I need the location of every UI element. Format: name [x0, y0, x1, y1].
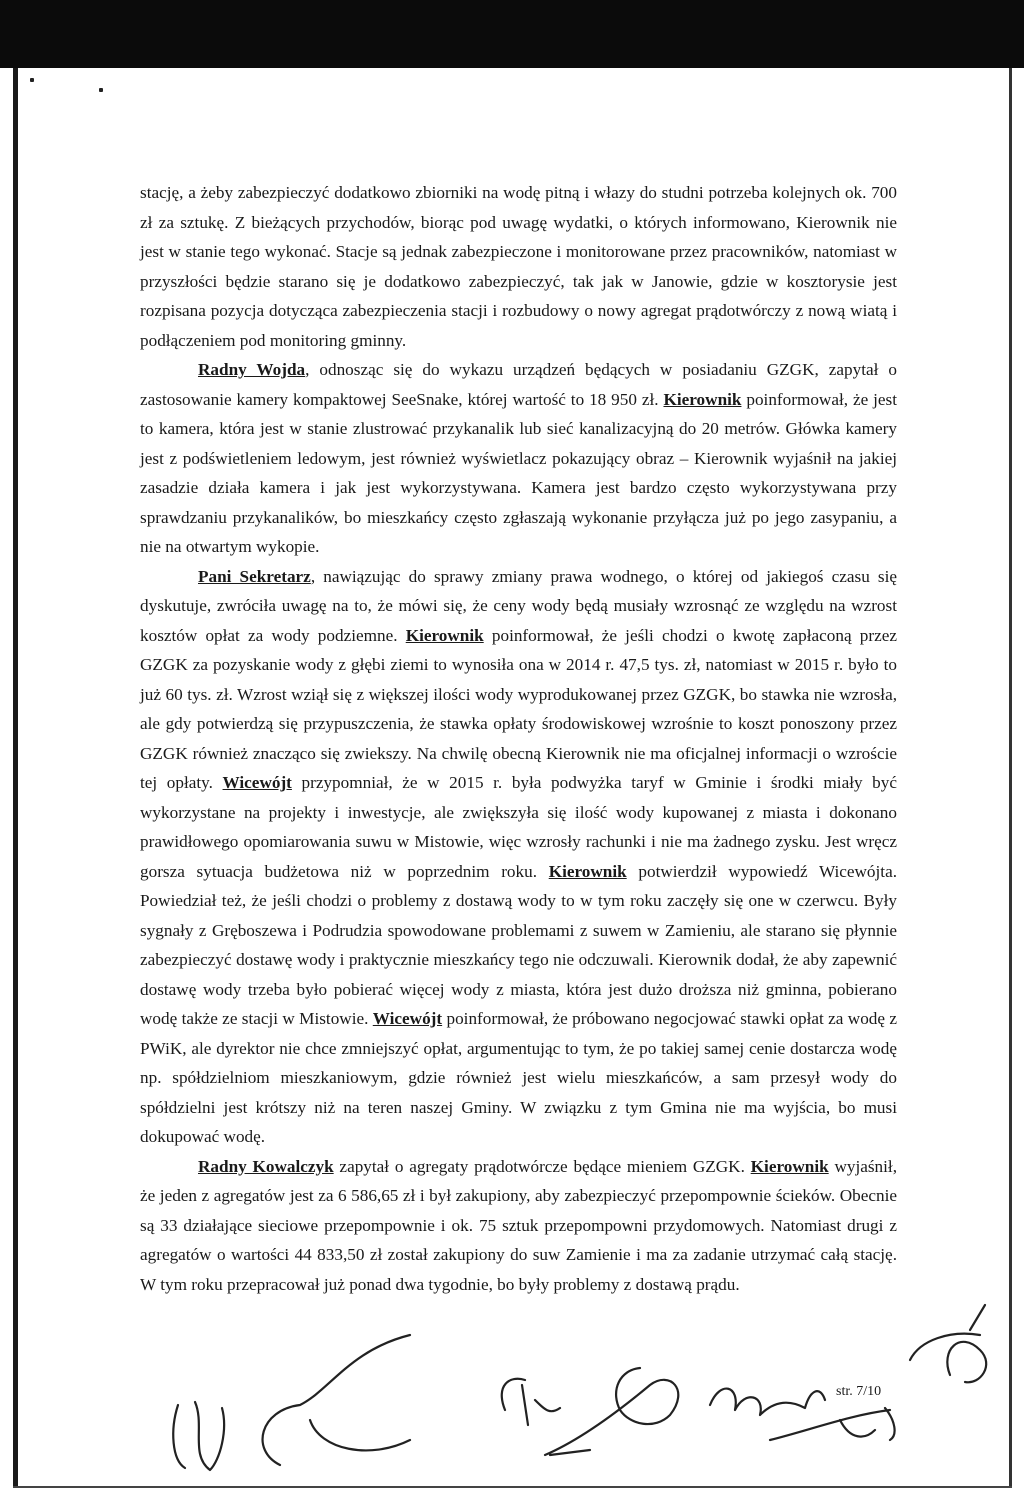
paragraph: [140, 355, 897, 562]
signature-mark: [770, 1408, 895, 1440]
paragraph-text: przypomniał, że w 2015 r. była podwyżka taryf w Gminie i środki miały być wykorzystane na projekty i inwestycje, ale zwiększyła się ilość wody kupowanej z miasta i dokonano prawidłowego opomiarowania suwu w Mistowie, więc wzrosły rachunki i nie ma żadnego zysku. Jest wręcz gorsza sytuacja budżetowa niż w poprzednim roku.: [140, 773, 897, 881]
signature-mark: [710, 1389, 825, 1415]
signature-mark: [910, 1305, 986, 1382]
signatures-area: [150, 1290, 1010, 1480]
paragraph-text: , nawiązując do sprawy zmiany prawa wodnego, o której od jakiegoś czasu się dyskutuje, zwróciła uwagę na to, że mówi się, że ceny wody będą musiały wzrosnąć ze względu na wzrost kosztów opłat za wody podziemne.: [140, 566, 897, 645]
paragraph-text: potwierdził wypowiedź Wicewójta. Powiedział też, że jeśli chodzi o problemy z dostawą wody to w tym roku zaczęły się one w czerwcu. Były sygnały z Gręboszewa i Podrudzia spowodowane problemami z suwem w Zamieniu, ale starano się płynnie zabezpieczyć dostawę wody i praktycznie mieszkańcy tego nie odczuwali. Kierownik dodał, że aby zapewnić dostawę wody trzeba było pobierać więcej wody z miasta, która jest dużo droższa niż gminna, pobierano wodę także ze stacji w Mistowie.: [140, 861, 897, 1028]
speaker-name: Kierownik: [548, 861, 627, 881]
speaker-name: Wicewójt: [372, 1009, 443, 1028]
handwritten-signatures: [150, 1290, 1010, 1480]
paragraph: [140, 562, 897, 1152]
paragraph-text: poinformował, że jeśli chodzi o kwotę zapłaconą przez GZGK za pozyskanie wody z głębi ziemi to wynosiła ona w 2014 r. 47,5 tys. zł, natomiast w 2015 r. było to już 60 tys. zł. Wzrost wziął się z większej ilości wody wyprodukowanej przez GZGK, bo stawka nie wzrosła, ale gdy potwierdzą się przypuszczenia, że stawka opłaty środowiskowej wzrośnie to koszt ponoszony przez GZGK również znacząco się zwiekszy. Na chwilę obecną Kierownik nie ma oficjalnej informacji o wzroście tej opłaty.: [140, 625, 898, 792]
paragraph-text: stację, a żeby zabezpieczyć dodatkowo zbiorniki na wodę pitną i włazy do studni potrzeba kolejnych ok. 700 zł za sztukę. Z bieżących przychodów, biorąc pod uwagę wydatki, o których informowano, Kierownik nie jest w stanie tego wykonać. Stacje są jednak zabezpieczone i monitorowane przez pracowników, natomiast w przyszłości będzie starano się je dodatkowo zabezpieczyć, tak jak w Janowie, gdzie w kosztorysie jest rozpisana pozycja dotycząca zabezpieczenia stacji i rozbudowy o nowy agregat prądotwórczy z nową wiatą i podłączeniem pod monitoring gminny.: [140, 183, 897, 350]
signature-mark: [173, 1402, 224, 1470]
signature-mark: [545, 1368, 678, 1455]
scan-right-border: [1009, 68, 1012, 1488]
paragraph-text: poinformował, że jest to kamera, która jest w stanie zlustrować przykanalik lub sieć kanalizacyjną do 20 metrów. Główka kamery jest z podświetleniem ledowym, jest również wyświetlacz pokazujący obraz – Kierownik wyjaśnił na jakiej zasadzie działa kamera i jak jest wykorzystywana. Kamera jest bardzo często wykorzystywana przy sprawdzaniu przykanalików, bo mieszkańcy często zgłaszają wykonanie przyłącza już po jego zasypaniu, a nie na otwartym wykopie.: [140, 389, 897, 556]
page-number: str. 7/10: [836, 1384, 882, 1399]
scan-speck: [30, 78, 34, 82]
paragraph: [140, 1152, 897, 1300]
scan-left-border: [13, 68, 18, 1488]
speaker-name: Radny Wojda: [198, 360, 306, 379]
speaker-name: Kierownik: [405, 625, 484, 645]
signature-mark: [502, 1379, 560, 1425]
speaker-name: Pani Sekretarz: [198, 566, 311, 586]
paragraph-text: wyjaśnił, że jeden z agregatów jest za 6 586,65 zł i był zakupiony, aby zabezpieczyć przepompownie ścieków. Obecnie są 33 działające sieciowe przepompownie i ok. 75 sztuk przepompowni przydomowych. Natomiast drugi z agregatów o wartości 44 833,50 zł został zakupiony do suw Zamienie i ma za zadanie utrzymać całą stację. W tym roku przepracował już ponad dwa tygodnie, bo były problemy z dostawą prądu.: [140, 1156, 897, 1294]
speaker-name: Radny Kowalczyk: [198, 1156, 334, 1176]
scan-top-border: [0, 0, 1024, 68]
paragraph-text: , odnosząc się do wykazu urządzeń będących w posiadaniu GZGK, zapytał o zastosowanie kamery kompaktowej SeeSnake, której wartość to 18 950 zł.: [140, 360, 897, 409]
paragraph: [140, 178, 897, 355]
signature-mark: [263, 1335, 410, 1465]
scan-speck: [99, 88, 103, 92]
speaker-name: Wicewójt: [222, 773, 292, 792]
paragraph-text: poinformował, że próbowano negocjować stawki opłat za wodę z PWiK, ale dyrektor nie chce zmniejszyć opłat, argumentując to tym, że po takiej samej cenie dostarcza wodę np. spółdzielniom mieszkaniowym, gdzie również jest wielu mieszkańców, a sam przesył wody do spółdzielni jest krótszy niż na teren naszej Gminy. W związku z tym Gmina nie ma wyjścia, bo musi dokupować wodę.: [140, 1009, 897, 1146]
paragraph-text: zapytał o agregaty prądotwórcze będące mieniem GZGK.: [333, 1156, 751, 1176]
document-body: [140, 178, 897, 1299]
speaker-name: Kierownik: [663, 389, 742, 409]
speaker-name: Kierownik: [750, 1156, 829, 1176]
scan-bottom-border: [13, 1486, 1012, 1488]
